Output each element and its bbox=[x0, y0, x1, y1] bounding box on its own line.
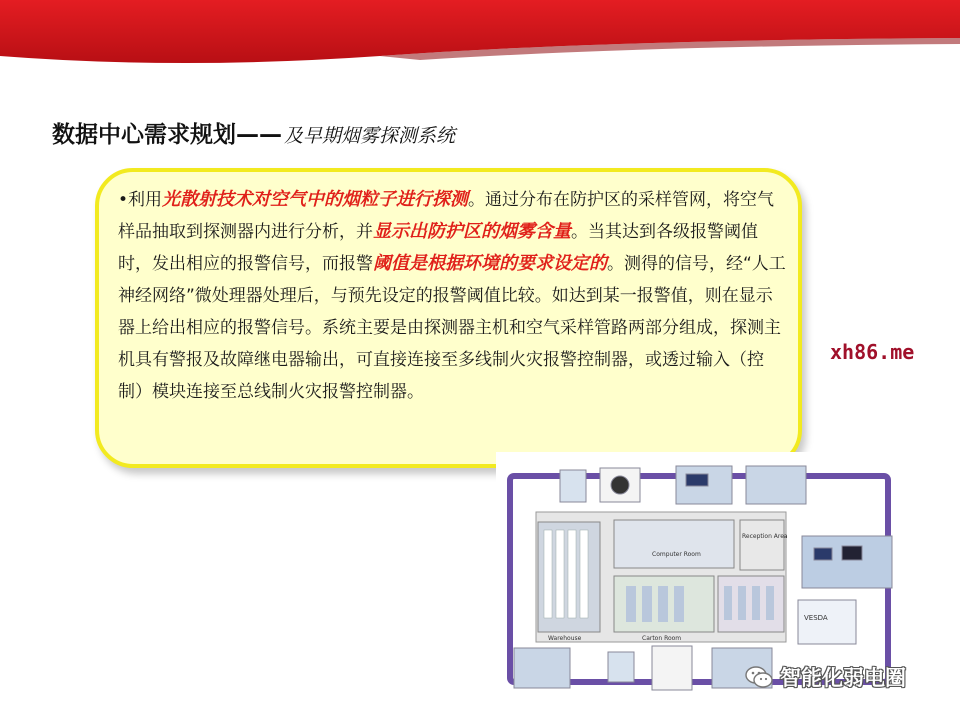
diagram-label-computer-room: Computer Room bbox=[652, 551, 701, 558]
paragraph-run: 。当其达到各级报警阈值时，发出相应的报警信号，而报警 bbox=[118, 222, 758, 274]
top-banner bbox=[0, 0, 960, 72]
diagram-label-vesda: VESDA bbox=[804, 614, 828, 622]
body-paragraph bbox=[118, 184, 786, 408]
paragraph-run: 。通过分布在防护区的采样管网，将空气样品抽取到探测器内进行分析，并 bbox=[118, 190, 775, 242]
highlighted-phrase: 光散射技术对空气中的烟粒子进行探测 bbox=[162, 189, 469, 210]
slide-title bbox=[52, 116, 455, 149]
highlighted-phrase: 显示出防护区的烟雾含量 bbox=[373, 221, 571, 242]
wechat-icon bbox=[744, 664, 774, 690]
title-main: 数据中心需求规划—— bbox=[52, 122, 282, 148]
highlighted-phrase: 阈值是根据环境的要求设定的 bbox=[373, 253, 607, 274]
wechat-watermark bbox=[744, 663, 906, 691]
title-subtitle: 及早期烟雾探测系统 bbox=[284, 125, 456, 147]
paragraph-run: 。测得的信号，经“人工神经网络”微处理器处理后，与预先设定的报警阈值比较。如达到某一报警值，则在显示器上给出相应的报警信号。系统主要是由探测器主机和空气采样管路两部分组成，探测主机具有警报及故障继电器输出，可直接连接至多线制火灾报警控制器，或透过输入（控制）模块连接至总线制火灾报警控制器。 bbox=[118, 254, 786, 402]
paragraph-run: •利用 bbox=[118, 190, 163, 210]
wechat-account-name: 智能化弱电圈 bbox=[780, 666, 906, 690]
diagram-label-carton-room: Carton Room bbox=[642, 635, 682, 642]
diagram-label-warehouse: Warehouse bbox=[548, 635, 582, 642]
diagram-label-reception: Reception Area bbox=[742, 533, 788, 540]
site-watermark: xh86.me bbox=[830, 340, 915, 364]
